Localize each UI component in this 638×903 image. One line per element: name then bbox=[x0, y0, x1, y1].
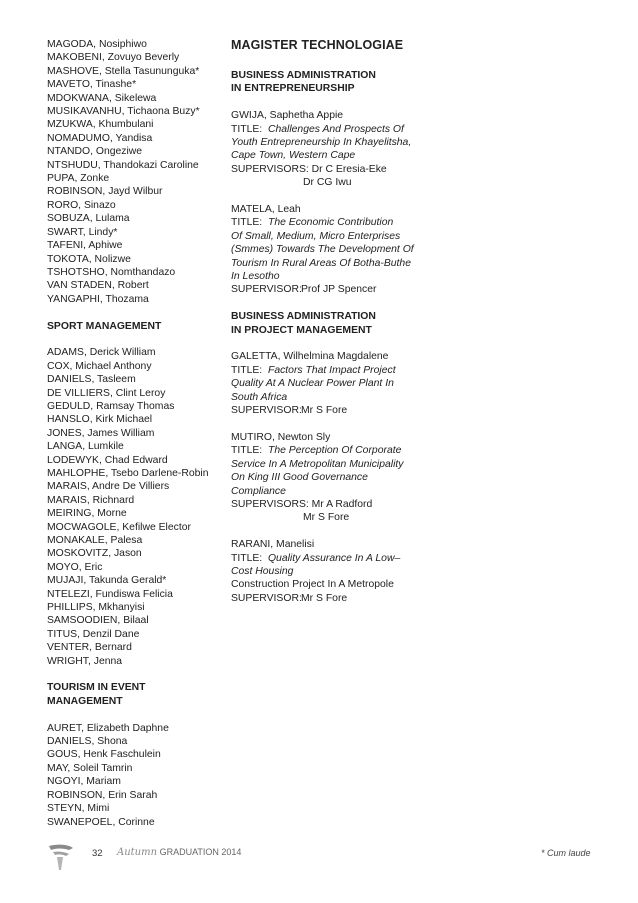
graduate-name: SOBUZA, Lulama bbox=[47, 213, 130, 225]
graduate-name: SWANEPOEL, Corinne bbox=[47, 816, 155, 828]
title-text: South Africa bbox=[231, 391, 288, 403]
supervisor-label: SUPERVISOR: bbox=[231, 592, 302, 604]
graduate-name: GALETTA, Wilhelmina Magdalene bbox=[231, 351, 389, 363]
graduate-name: MARAIS, Richnard bbox=[47, 494, 135, 506]
title-text: (Smmes) Towards The Development Of bbox=[231, 244, 414, 256]
graduate-name: VAN STADEN, Robert bbox=[47, 280, 149, 292]
title-text: Cape Town, Western Cape bbox=[231, 150, 356, 162]
graduate-name: NOMADUMO, Yandisa bbox=[47, 132, 153, 144]
supervisor-name: Dr C Eresia-Eke bbox=[311, 163, 387, 175]
graduation-brand bbox=[117, 847, 241, 858]
graduate-name: MUTIRO, Newton Sly bbox=[231, 431, 331, 443]
supervisors bbox=[231, 283, 411, 296]
title-label: TITLE: bbox=[231, 445, 263, 457]
graduate-name: DE VILLIERS, Clint Leroy bbox=[47, 387, 166, 399]
title-text: Tourism In Rural Areas Of Botha-Buthe bbox=[231, 257, 411, 269]
left-column bbox=[47, 38, 217, 829]
title-text: The Perception Of Corporate bbox=[267, 445, 402, 457]
thesis-title bbox=[231, 444, 411, 457]
graduate-name: ADAMS, Derick William bbox=[47, 347, 156, 359]
title-text: In Lesotho bbox=[231, 271, 280, 283]
graduate-name: MAVETO, Tinashe* bbox=[47, 79, 137, 91]
supervisor-label: SUPERVISORS: bbox=[231, 163, 309, 175]
page-footer bbox=[0, 842, 638, 872]
graduate-name: DANIELS, Tasleem bbox=[47, 374, 136, 386]
graduate-name: MARAIS, Andre De Villiers bbox=[47, 481, 170, 493]
graduate-name: MATELA, Leah bbox=[231, 204, 301, 216]
title-text: Of Small, Medium, Micro Enterprises bbox=[231, 230, 401, 242]
graduate-name: WRIGHT, Jenna bbox=[47, 655, 123, 667]
title-text: Construction Project In A Metropole bbox=[231, 579, 394, 591]
graduate-name: YANGAPHI, Thozama bbox=[47, 293, 149, 305]
graduate-name: MASHOVE, Stella Tasununguka* bbox=[47, 65, 200, 77]
graduate-name: ROBINSON, Erin Sarah bbox=[47, 789, 158, 801]
thesis-entry-mutiro bbox=[231, 431, 411, 525]
graduate-name: NTELEZI, Fundiswa Felicia bbox=[47, 588, 173, 600]
section-heading-sport-management: SPORT MANAGEMENT bbox=[47, 320, 162, 332]
title-text: The Economic Contribution bbox=[267, 217, 394, 229]
thesis-title bbox=[231, 216, 411, 229]
supervisors bbox=[231, 498, 411, 511]
graduate-name: MDOKWANA, Sikelewa bbox=[47, 92, 157, 104]
title-text: Service In A Metropolitan Municipality bbox=[231, 458, 404, 470]
graduate-name: MOYO, Eric bbox=[47, 561, 103, 573]
graduate-list-top bbox=[47, 38, 217, 306]
graduate-name: SWART, Lindy* bbox=[47, 226, 118, 238]
graduate-name: TAFENI, Aphiwe bbox=[47, 240, 123, 252]
title-text: Cost Housing bbox=[231, 565, 294, 577]
supervisor-label: SUPERVISORS: bbox=[231, 498, 309, 510]
graduate-name: MOCWAGOLE, Kefilwe Elector bbox=[47, 521, 191, 533]
graduate-name: GWIJA, Saphetha Appie bbox=[231, 110, 344, 122]
graduate-list-sport bbox=[47, 346, 217, 668]
supervisor-label: SUPERVISOR: bbox=[231, 405, 302, 417]
graduate-name: TSHOTSHO, Nomthandazo bbox=[47, 266, 176, 278]
thesis-entry-rarani bbox=[231, 538, 411, 605]
section-heading-tourism-line2: MANAGEMENT bbox=[47, 695, 123, 707]
title-text: Challenges And Prospects Of bbox=[267, 123, 404, 135]
graduate-name: GEDULD, Ramsay Thomas bbox=[47, 400, 175, 412]
section-heading-entrepreneurship-line1: BUSINESS ADMINISTRATION bbox=[231, 70, 376, 81]
title-label: TITLE: bbox=[231, 364, 263, 376]
graduate-name: AURET, Elizabeth Daphne bbox=[47, 722, 169, 734]
graduate-name: MZUKWA, Khumbulani bbox=[47, 119, 154, 131]
supervisor-name: Mr S Fore bbox=[301, 592, 348, 604]
graduate-list-tourism bbox=[47, 722, 217, 829]
section-heading-tourism-line1: TOURISM IN EVENT bbox=[47, 682, 146, 694]
title-text: Factors That Impact Project bbox=[267, 364, 396, 376]
graduate-name: MUJAJI, Takunda Gerald* bbox=[47, 575, 167, 587]
graduate-name: NTSHUDU, Thandokazi Caroline bbox=[47, 159, 199, 171]
supervisor-name: Dr CG Iwu bbox=[303, 177, 352, 189]
graduate-name: MUSIKAVANHU, Tichaona Buzy* bbox=[47, 106, 200, 118]
supervisor-name: Mr S Fore bbox=[303, 512, 350, 524]
graduate-name: TOKOTA, Nolizwe bbox=[47, 253, 131, 265]
title-label: TITLE: bbox=[231, 217, 263, 229]
graduate-name: VENTER, Bernard bbox=[47, 642, 132, 654]
page-number: 32 bbox=[92, 848, 103, 859]
section-heading-entrepreneurship-line2: IN ENTREPRENEURSHIP bbox=[231, 83, 355, 95]
thesis-title bbox=[231, 123, 411, 136]
cum-laude-note: * Cum laude bbox=[541, 848, 591, 858]
supervisors bbox=[231, 163, 411, 176]
brand-text: GRADUATION 2014 bbox=[159, 847, 242, 857]
supervisors bbox=[231, 404, 411, 417]
supervisor-name: Mr A Radford bbox=[311, 498, 373, 510]
title-label: TITLE: bbox=[231, 123, 263, 135]
brand-script-text: Autumn bbox=[117, 847, 158, 858]
title-text: On King III Good Governance bbox=[231, 472, 368, 484]
graduate-name: PHILLIPS, Mkhanyisi bbox=[47, 602, 145, 614]
graduate-name: MOSKOVITZ, Jason bbox=[47, 548, 142, 560]
graduate-name: HANSLO, Kirk Michael bbox=[47, 414, 153, 426]
title-text: Quality At A Nuclear Power Plant In bbox=[231, 378, 394, 390]
supervisor-label: SUPERVISOR: bbox=[231, 284, 302, 296]
graduate-name: NTANDO, Ongeziwe bbox=[47, 146, 143, 158]
graduate-name: MAHLOPHE, Tsebo Darlene-Robin bbox=[47, 467, 209, 479]
university-logo-icon bbox=[47, 842, 75, 872]
thesis-entry-gwija bbox=[231, 109, 411, 189]
graduate-name: STEYN, Mimi bbox=[47, 803, 110, 815]
title-text: Quality Assurance In A Low– bbox=[267, 552, 401, 564]
graduate-name: NGOYI, Mariam bbox=[47, 776, 121, 788]
thesis-title bbox=[231, 552, 411, 565]
right-column bbox=[231, 38, 414, 605]
thesis-title bbox=[231, 364, 411, 377]
graduate-name: COX, Michael Anthony bbox=[47, 360, 152, 372]
graduate-name: RORO, Sinazo bbox=[47, 199, 116, 211]
graduate-name: PUPA, Zonke bbox=[47, 173, 110, 185]
thesis-entry-matela bbox=[231, 203, 414, 297]
graduate-name: MAGODA, Nosiphiwo bbox=[47, 39, 147, 50]
title-label: TITLE: bbox=[231, 552, 263, 564]
section-heading-project-management-line1: BUSINESS ADMINISTRATION bbox=[231, 311, 376, 323]
graduate-name: DANIELS, Shona bbox=[47, 736, 128, 748]
graduate-name: RARANI, Manelisi bbox=[231, 539, 315, 551]
graduate-name: GOUS, Henk Faschulein bbox=[47, 749, 161, 761]
graduate-name: TITUS, Denzil Dane bbox=[47, 628, 140, 640]
graduate-name: MAY, Soleil Tamrin bbox=[47, 762, 133, 774]
graduate-name: LODEWYK, Chad Edward bbox=[47, 454, 168, 466]
supervisors bbox=[231, 592, 411, 605]
graduate-name: MONAKALE, Palesa bbox=[47, 535, 143, 546]
graduate-name: LANGA, Lumkile bbox=[47, 441, 124, 453]
supervisor-name: Prof JP Spencer bbox=[301, 284, 377, 296]
section-heading-project-management-line2: IN PROJECT MANAGEMENT bbox=[231, 324, 372, 336]
graduate-name: ROBINSON, Jayd Wilbur bbox=[47, 186, 163, 198]
title-text: Compliance bbox=[231, 485, 286, 497]
supervisor-name: Mr S Fore bbox=[301, 405, 348, 417]
graduate-name: SAMSOODIEN, Bilaal bbox=[47, 615, 149, 627]
title-text: Youth Entrepreneurship In Khayelitsha, bbox=[231, 137, 412, 149]
graduate-name: MEIRING, Morne bbox=[47, 508, 127, 520]
degree-heading: MAGISTER TECHNOLOGIAE bbox=[231, 38, 404, 52]
graduate-name: JONES, James William bbox=[47, 427, 155, 439]
graduate-name: MAKOBENI, Zovuyo Beverly bbox=[47, 52, 180, 64]
thesis-entry-galetta bbox=[231, 350, 411, 417]
